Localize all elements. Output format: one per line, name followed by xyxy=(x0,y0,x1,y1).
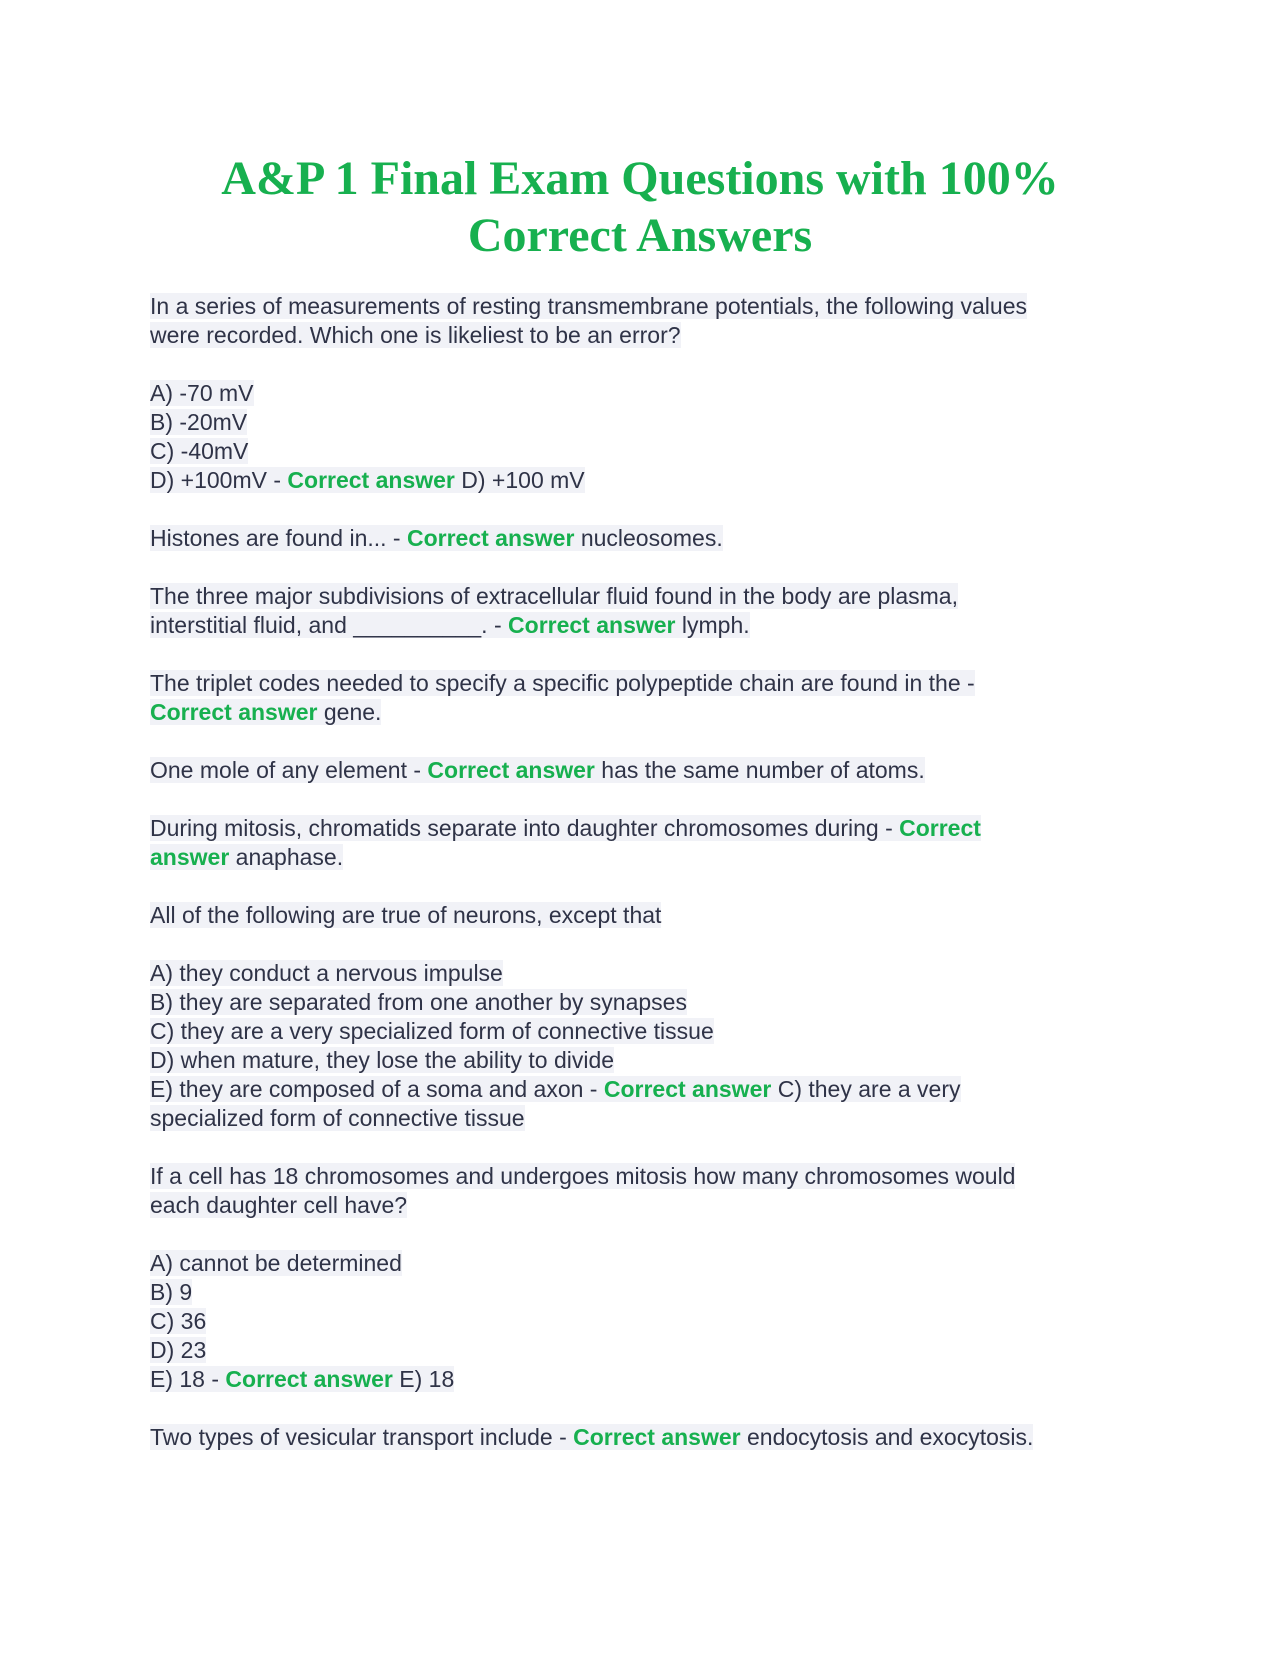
question-9 xyxy=(150,1423,1130,1452)
option-d: D) +100mV - xyxy=(150,467,288,493)
question-text: each daughter cell have? xyxy=(150,1192,408,1218)
question-1-options xyxy=(150,379,1130,495)
question-text: All of the following are true of neurons, except that xyxy=(150,902,662,928)
question-8 xyxy=(150,1162,1130,1220)
option-b: B) -20mV xyxy=(150,409,248,435)
question-text: In a series of measurements of resting transmembrane potentials, the following values xyxy=(150,293,1027,319)
option-d: D) 23 xyxy=(150,1337,207,1363)
question-text: One mole of any element - xyxy=(150,757,428,783)
question-line xyxy=(150,1424,1033,1450)
option-a: A) cannot be determined xyxy=(150,1250,402,1276)
question-text: During mitosis, chromatids separate into daughter chromosomes during - xyxy=(150,815,900,841)
option-c: C) 36 xyxy=(150,1308,207,1334)
option-e: E) 18 - xyxy=(150,1366,226,1392)
answer-text: E) 18 xyxy=(392,1366,455,1392)
question-line xyxy=(150,815,981,841)
answer-text: gene. xyxy=(317,699,382,725)
correct-answer-label: Correct answer xyxy=(508,612,676,638)
answer-text-continued: specialized form of connective tissue xyxy=(150,1105,525,1131)
option-d: D) when mature, they lose the ability to divide xyxy=(150,1047,615,1073)
answer-text: anaphase. xyxy=(229,844,344,870)
question-line xyxy=(150,844,343,870)
question-text: Two types of vesicular transport include - xyxy=(150,1424,574,1450)
title-line-2: Correct Answers xyxy=(467,209,813,262)
question-2 xyxy=(150,524,1130,553)
option-b: B) they are separated from one another by synapses xyxy=(150,989,687,1015)
question-7-options xyxy=(150,959,1130,1133)
question-text: The triplet codes needed to specify a specific polypeptide chain are found in the - xyxy=(150,670,975,696)
option-c: C) they are a very specialized form of connective tissue xyxy=(150,1018,714,1044)
correct-answer-label: Correct answer xyxy=(225,1366,393,1392)
question-6 xyxy=(150,814,1130,872)
question-8-options xyxy=(150,1249,1130,1394)
correct-answer-label: Correct answer xyxy=(603,1076,772,1102)
correct-answer-label: Correct answer xyxy=(150,699,318,725)
answer-text: C) they are a very xyxy=(771,1076,961,1102)
question-1 xyxy=(150,292,1130,350)
question-text: interstitial fluid, and __________. - xyxy=(150,612,509,638)
correct-answer-label-part2: answer xyxy=(150,844,230,870)
question-line xyxy=(150,757,925,783)
correct-answer-label-part1: Correct xyxy=(899,815,981,841)
qa-list xyxy=(150,292,1130,1481)
correct-answer-label: Correct answer xyxy=(427,757,595,783)
question-text: If a cell has 18 chromosomes and undergoes mitosis how many chromosomes would xyxy=(150,1163,1016,1189)
question-text: The three major subdivisions of extracellular fluid found in the body are plasma, xyxy=(150,583,958,609)
question-line xyxy=(150,525,723,551)
question-7 xyxy=(150,901,1130,930)
page-title xyxy=(150,150,1130,264)
question-line xyxy=(150,699,381,725)
question-text: were recorded. Which one is likeliest to be an error? xyxy=(150,322,681,348)
answer-text: endocytosis and exocytosis. xyxy=(740,1424,1034,1450)
correct-answer-label: Correct answer xyxy=(573,1424,741,1450)
correct-answer-label: Correct answer xyxy=(406,525,575,551)
answer-text: has the same number of atoms. xyxy=(594,757,925,783)
question-line xyxy=(150,612,750,638)
question-3 xyxy=(150,582,1130,640)
option-e-with-answer xyxy=(150,1076,961,1102)
question-4 xyxy=(150,669,1130,727)
option-c: C) -40mV xyxy=(150,438,249,464)
option-b: B) 9 xyxy=(150,1279,193,1305)
option-a: A) -70 mV xyxy=(150,380,254,406)
option-e-with-answer xyxy=(150,1366,454,1392)
title-line-1: A&P 1 Final Exam Questions with 100% xyxy=(221,152,1059,205)
answer-text: lymph. xyxy=(675,612,750,638)
option-d-with-answer xyxy=(150,467,585,493)
answer-text: D) +100 mV xyxy=(454,467,585,493)
question-text: Histones are found in... - xyxy=(150,525,407,551)
option-e: E) they are composed of a soma and axon - xyxy=(150,1076,604,1102)
answer-text: nucleosomes. xyxy=(574,525,723,551)
question-5 xyxy=(150,756,1130,785)
option-a: A) they conduct a nervous impulse xyxy=(150,960,503,986)
correct-answer-label: Correct answer xyxy=(287,467,455,493)
